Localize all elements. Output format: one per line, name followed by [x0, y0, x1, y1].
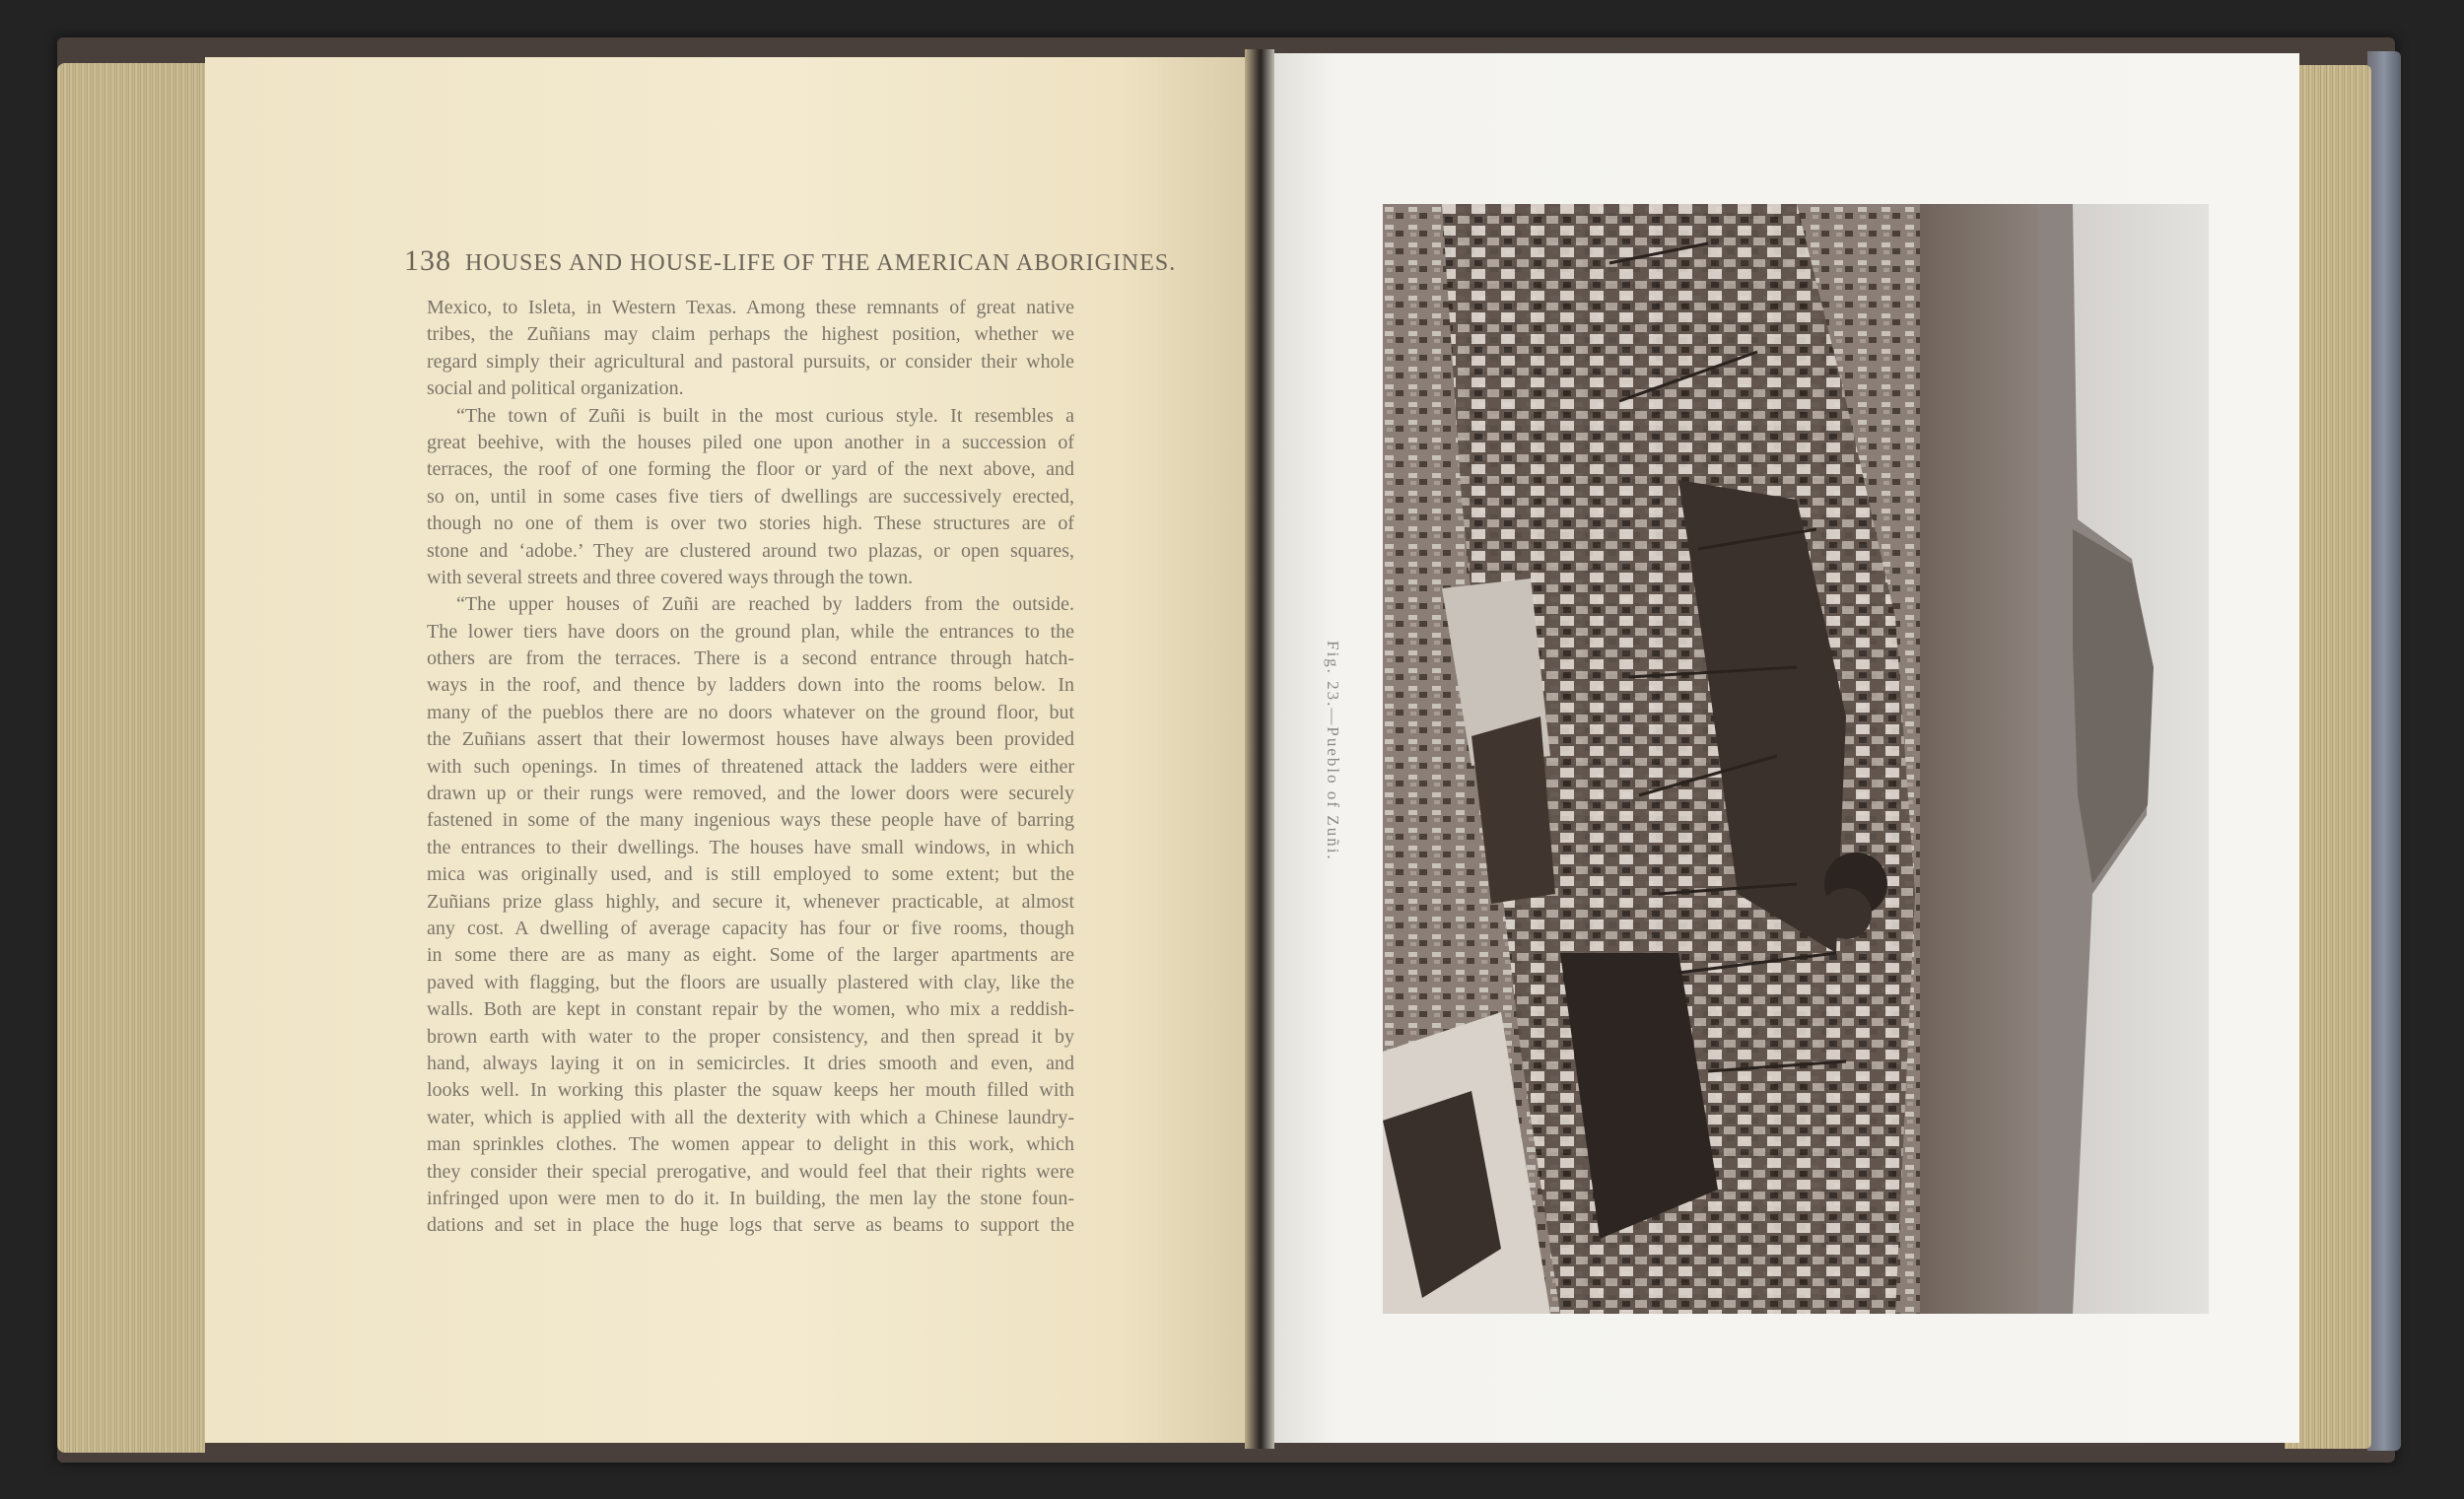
photograph-plate: [1383, 204, 2209, 1314]
text-line: paved with flagging, but the floors are usually plastered with clay, like the: [427, 971, 1074, 993]
text-line: others are from the terraces. There is a second entrance through hatch-: [427, 647, 1074, 670]
text-line: great beehive, with the houses piled one upon another in a succession of: [427, 431, 1074, 453]
figure-caption: [1321, 641, 1350, 936]
text-line: drawn up or their rungs were removed, and the lower doors were securely: [427, 783, 1074, 805]
text-line: infringed upon were men to do it. In building, the men lay the stone foun-: [427, 1187, 1074, 1209]
cover-edge: [2367, 51, 2401, 1451]
text-line: regard simply their agricultural and pastoral pursuits, or consider their whole: [427, 350, 1074, 373]
text-line: many of the pueblos there are no doors whatever on the ground floor, but: [427, 701, 1074, 723]
text-line: hand, always laying it on in semicircles. It dries smooth and even, and: [427, 1052, 1074, 1074]
text-line: looks well. In working this plaster the squaw keeps her mouth filled with: [427, 1079, 1074, 1102]
text-line: “The town of Zuñi is built in the most curious style. It resembles a: [456, 404, 1074, 427]
text-line: they consider their special prerogative, and would feel that their rights were: [427, 1160, 1074, 1183]
text-line: tribes, the Zuñians may claim perhaps the highest position, whether we: [427, 323, 1074, 346]
text-line: man sprinkles clothes. The women appear to delight in this work, which: [427, 1133, 1074, 1156]
pueblo-photograph: [1383, 204, 2209, 1314]
text-line: terraces, the roof of one forming the floor or yard of the next above, and: [427, 458, 1074, 481]
text-line: in some there are as many as eight. Some of the larger apartments are: [427, 944, 1074, 967]
text-line: the entrances to their dwellings. The houses have small windows, in which: [427, 836, 1074, 858]
running-head: [404, 244, 1177, 278]
text-line: water, which is applied with all the dexterity with which a Chinese laundry-: [427, 1106, 1074, 1128]
text-line: mica was originally used, and is still employed to some extent; but the: [427, 863, 1074, 886]
text-line: dations and set in place the huge logs that serve as beams to support the: [427, 1214, 1074, 1237]
text-line: ways in the roof, and thence by ladders down into the rooms below. In: [427, 674, 1074, 697]
page-number: 138: [404, 244, 451, 277]
text-line: Mexico, to Isleta, in Western Texas. Among these remnants of great native: [427, 297, 1074, 318]
text-line: brown earth with water to the proper consistency, and then spread it by: [427, 1025, 1074, 1048]
text-line: social and political organization.: [427, 377, 684, 400]
text-line: stone and ‘adobe.’ They are clustered around two plazas, or open squares,: [427, 539, 1074, 562]
plate-credit: [1267, 670, 1287, 926]
text-line: the Zuñians assert that their lowermost houses have always been provided: [427, 728, 1074, 751]
text-line: so on, until in some cases five tiers of dwellings are successively erected,: [427, 485, 1074, 508]
text-line: with several streets and three covered ways through the town.: [427, 566, 914, 588]
text-line: The lower tiers have doors on the ground plan, while the entrances to the: [427, 620, 1074, 643]
text-line: though no one of them is over two stories high. These structures are of: [427, 512, 1074, 535]
text-line: fastened in some of the many ingenious ways these people have of barring: [427, 809, 1074, 832]
running-head-title: HOUSES AND HOUSE-LIFE OF THE AMERICAN ABORIGINES.: [465, 250, 1177, 276]
text-line: any cost. A dwelling of average capacity has four or five rooms, though: [427, 917, 1074, 939]
figure-caption-text: Fig. 23.—Pueblo of Zuñi.: [1324, 641, 1342, 861]
text-line: “The upper houses of Zuñi are reached by ladders from the outside.: [456, 593, 1074, 616]
left-page-stack-edge: [57, 63, 205, 1453]
body-text: [427, 295, 1074, 1240]
text-line: with such openings. In times of threatened attack the ladders were either: [427, 755, 1074, 778]
text-line: walls. Both are kept in constant repair by the women, who mix a reddish-: [427, 998, 1074, 1021]
text-line: Zuñians prize glass highly, and secure it, whenever practicable, at almost: [427, 890, 1074, 913]
